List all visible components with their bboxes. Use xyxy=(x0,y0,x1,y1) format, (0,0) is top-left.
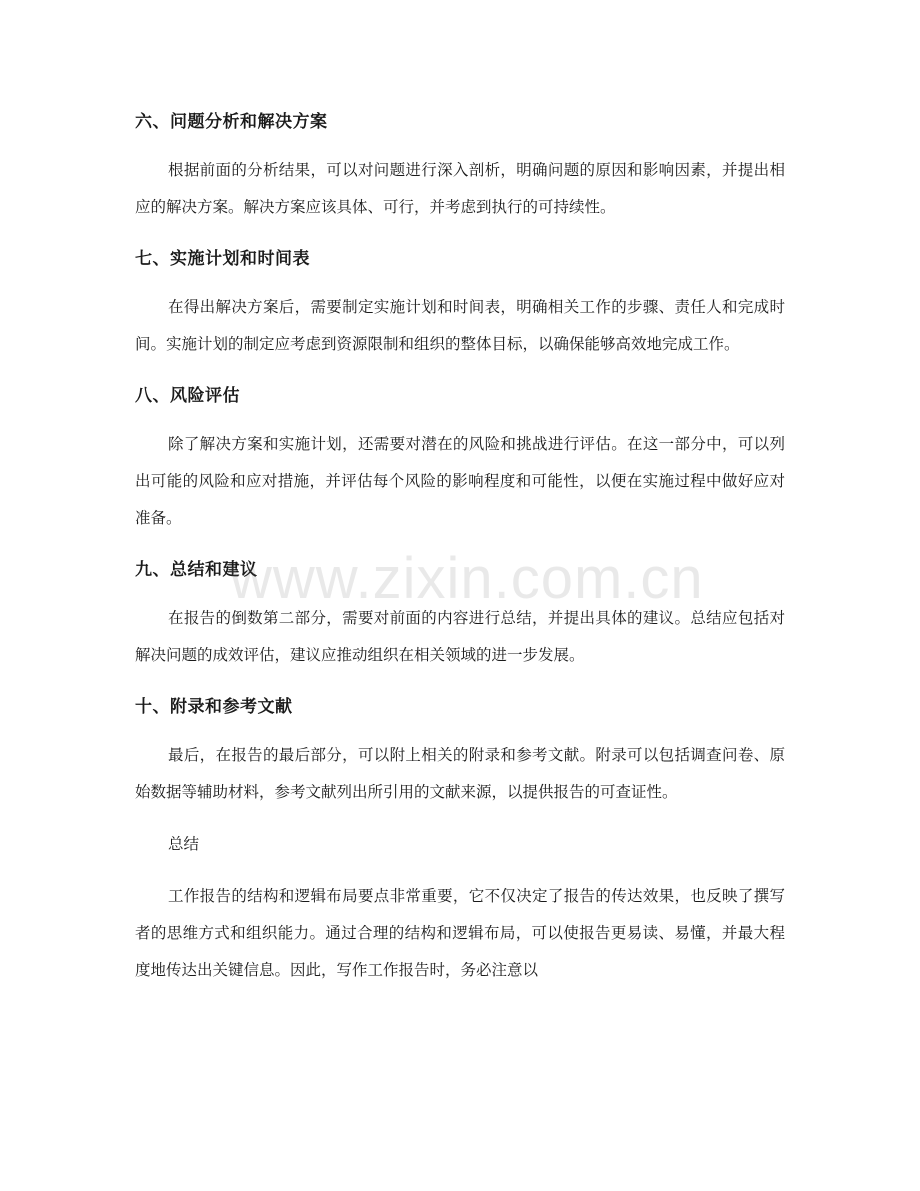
document-content xyxy=(135,104,785,1004)
section-heading-10: 十、附录和参考文献 xyxy=(135,697,293,717)
section-body-8: 除了解决方案和实施计划，还需要对潜在的风险和挑战进行评估。在这一部分中，可以列出可能的风险和应对措施，并评估每个风险的影响程度和可能性，以便在实施过程中做好应对准备。 xyxy=(135,435,785,527)
section-heading-7: 七、实施计划和时间表 xyxy=(135,249,310,269)
watermark: www.zixin.com.cn xyxy=(230,546,704,611)
section-body-9: 在报告的倒数第二部分，需要对前面的内容进行总结，并提出具体的建议。总结应包括对解决问题的成效评估，建议应推动组织在相关领域的进一步发展。 xyxy=(135,609,785,664)
section-heading-8: 八、风险评估 xyxy=(135,386,240,406)
summary-label: 总结 xyxy=(168,835,200,853)
section-heading-6: 六、问题分析和解决方案 xyxy=(135,112,328,132)
section-heading-9: 九、总结和建议 xyxy=(135,560,258,580)
section-body-7: 在得出解决方案后，需要制定实施计划和时间表，明确相关工作的步骤、责任人和完成时间。实施计划的制定应考虑到资源限制和组织的整体目标，以确保能够高效地完成工作。 xyxy=(135,298,785,353)
summary-body: 工作报告的结构和逻辑布局要点非常重要，它不仅决定了报告的传达效果，也反映了撰写者的思维方式和组织能力。通过合理的结构和逻辑布局，可以使报告更易读、易懂，并最大程度地传达出关键信息。因此，写作工作报告时，务必注意以 xyxy=(135,887,785,979)
section-body-10: 最后，在报告的最后部分，可以附上相关的附录和参考文献。附录可以包括调查问卷、原始数据等辅助材料，参考文献列出所引用的文献来源，以提供报告的可查证性。 xyxy=(135,746,785,801)
section-body-6: 根据前面的分析结果，可以对问题进行深入剖析，明确问题的原因和影响因素，并提出相应的解决方案。解决方案应该具体、可行，并考虑到执行的可持续性。 xyxy=(135,161,785,216)
